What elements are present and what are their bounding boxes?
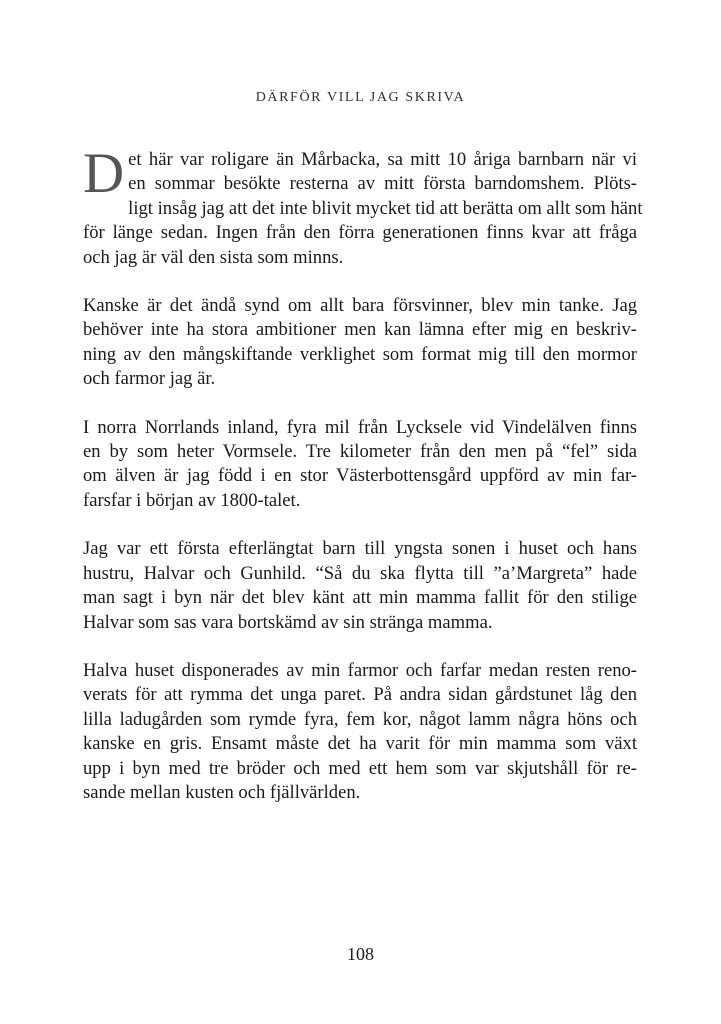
text-line: kanske en gris. Ensamt måste det ha varit för min mamma som växt bbox=[83, 733, 637, 755]
text-line: I norra Norrlands inland, fyra mil från Lycksele vid Vindelälven finns bbox=[83, 416, 637, 438]
paragraph-3 bbox=[83, 416, 637, 514]
paragraph-5 bbox=[83, 659, 637, 805]
text-line: om älven är jag född i en stor Västerbottensgård uppförd av min far- bbox=[83, 465, 637, 487]
text-line: sande mellan kusten och fjällvärlden. bbox=[83, 781, 361, 803]
running-header: DÄRFÖR VILL JAG SKRIVA bbox=[255, 90, 466, 105]
text-line: en sommar besökte resterna av mitt första barndomshem. Plöts- bbox=[128, 173, 637, 195]
text-line: ning av den mångskiftande verklighet som format mig till den mormor bbox=[83, 343, 637, 365]
text-line: och farmor jag är. bbox=[83, 368, 216, 390]
paragraph-1 bbox=[83, 142, 643, 270]
text-line: man sagt i byn när det blev känt att min mamma fallit för den stilige bbox=[83, 587, 637, 609]
text-line: et här var roligare än Mårbacka, sa mitt 10 åriga barnbarn när vi bbox=[128, 149, 637, 170]
body-text bbox=[83, 142, 643, 829]
text-line: upp i byn med tre bröder och med ett hem som var skjutshåll för re- bbox=[83, 757, 637, 779]
text-line: farsfar i början av 1800-talet. bbox=[83, 489, 301, 511]
paragraph-2 bbox=[83, 294, 637, 392]
text-line: behöver inte ha stora ambitioner men kan lämna efter mig en beskriv- bbox=[83, 319, 637, 341]
text-line: Halvar som sas vara bortskämd av sin stränga mamma. bbox=[83, 611, 493, 633]
text-line: Jag var ett första efterlängtat barn till yngsta sonen i huset och hans bbox=[83, 538, 637, 560]
text-line: lilla ladugården som rymde fyra, fem kor, något lamm några höns och bbox=[83, 708, 637, 730]
text-line: Kanske är det ändå synd om allt bara försvinner, blev min tanke. Jag bbox=[83, 295, 637, 317]
paragraph-4 bbox=[83, 537, 637, 635]
text-line: för länge sedan. Ingen från den förra generationen finns kvar att fråga bbox=[83, 222, 637, 244]
text-line: och jag är väl den sista som minns. bbox=[83, 246, 344, 268]
drop-cap: D bbox=[83, 142, 125, 205]
text-line: hustru, Halvar och Gunhild. “Så du ska flytta till ”a’Margreta” hade bbox=[83, 562, 637, 584]
text-line: Halva huset disponerades av min farmor och farfar medan resten reno- bbox=[83, 659, 637, 681]
text-line: en by som heter Vormsele. Tre kilometer från den men på “fel” sida bbox=[83, 441, 637, 463]
text-line: ligt insåg jag att det inte blivit mycket tid att berätta om allt som hänt bbox=[128, 197, 643, 219]
text-line: verats för att rymma det unga paret. På andra sidan gårdstunet låg den bbox=[83, 684, 637, 706]
page-number: 108 bbox=[347, 944, 374, 964]
